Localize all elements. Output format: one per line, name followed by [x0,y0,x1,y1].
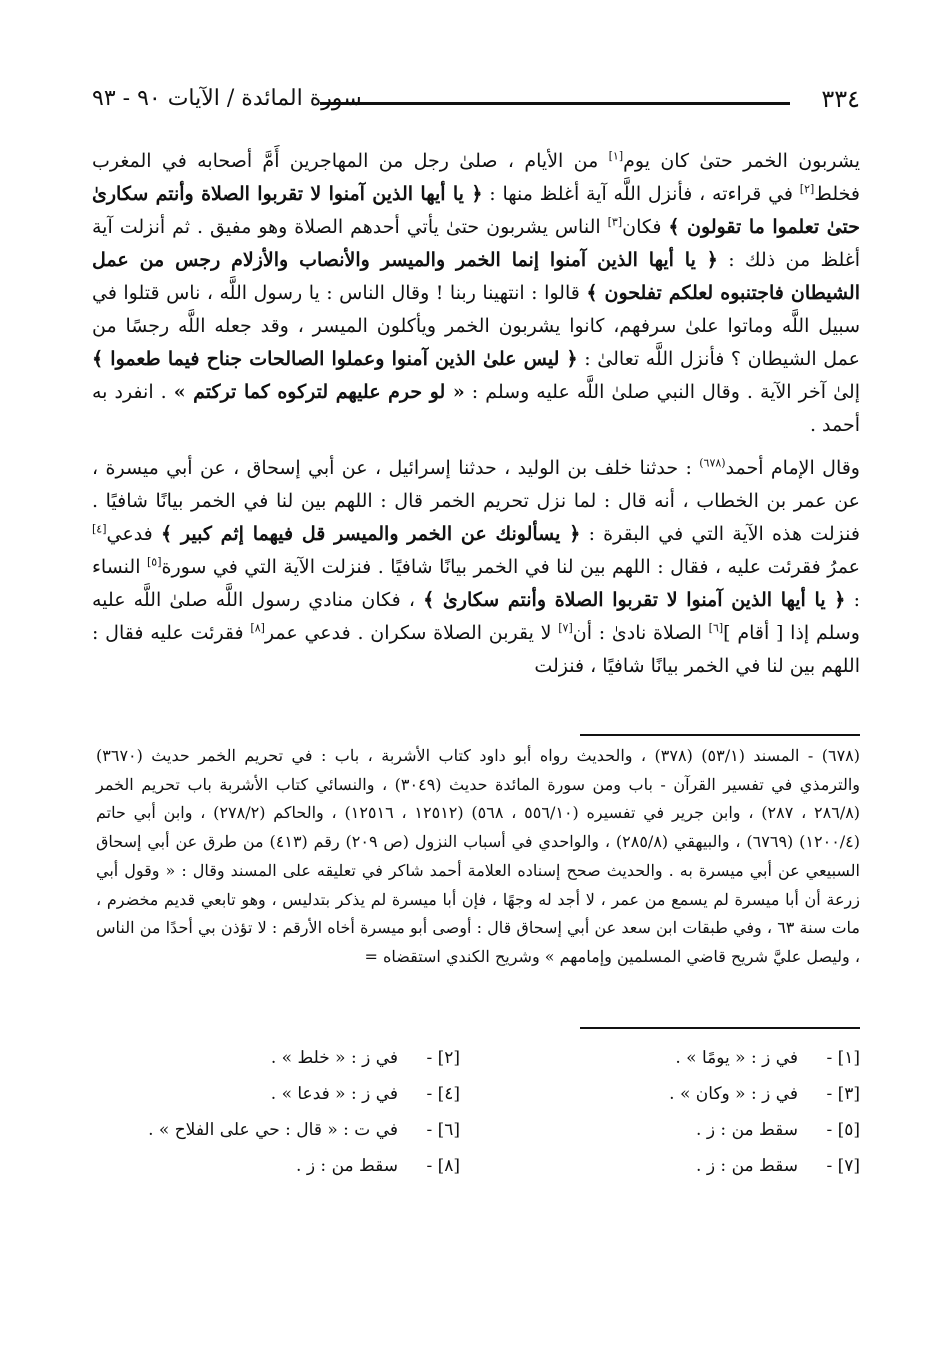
quran-verse: ﴿ يا أيها الذين آمنوا لا تقربوا الصلاة وأنتم سكارىٰ ﴾ [423,589,846,611]
textual-variants [96,1040,860,1184]
variant-text: في ت : « قال : حي على الفلاح » . [148,1120,398,1140]
variant-row [96,1112,860,1148]
variant-number: [١] - [826,1048,860,1068]
text-run: وقال الإمام أحمد [725,457,860,479]
variant-text: سقط من : ز . [296,1156,398,1176]
text-run: عمرُ فقرئت عليه ، فقال : اللهم بين لنا في الخمر بيانًا شافيًا . فنزلت الآية التي في سورة [161,556,861,578]
quran-verse: ﴿ يسألونك عن الخمر والميسر قل فيهما إثم كبير ﴾ [160,523,581,545]
variant-note [80,1148,460,1184]
variant-number: [٣] - [826,1084,860,1104]
text-run: لا يقربن الصلاة سكران . فدعي عمر [264,622,559,644]
text-run: إلىٰ آخر الآية . وقال النبي صلىٰ اللَّه عليه وسلم : [464,381,861,403]
main-text [92,145,860,683]
text-run: فقرئت عليه فقال : اللهم بين لنا في الخمر بيانًا شافيًا ، فنزلت [92,622,860,677]
variant-row [96,1076,860,1112]
text-run: : حدثنا خلف بن الوليد ، حدثنا إسرائيل ، عن أبي إسحاق ، عن أبي ميسرة ، عن عمر بن الخطاب ، أنه قال : لما نزل تحريم الخمر قال : اللهم بين لنا في الخمر بيانًا شافيًا . فنزلت هذه الآية التي في البقرة : [92,457,860,545]
variant-row [96,1040,860,1076]
variant-note [80,1040,460,1076]
variant-note [480,1076,860,1112]
variant-text: في ز : « يومًا » . [675,1048,798,1068]
text-run: النساء : [92,556,860,611]
text-run: من الأيام ، صلىٰ رجل من المهاجرين أَمَّ أصحابه في المغرب فخلط [92,150,860,205]
quran-verse: ﴿ ليس علىٰ الذين آمنوا وعملوا الصالحات جناح فيما طعموا ﴾ [92,348,578,370]
variant-number: [٢] - [426,1048,460,1068]
variant-note [80,1076,460,1112]
variant-number: [٧] - [826,1156,860,1176]
text-run: يشربون الخمر حتىٰ كان يوم [623,150,860,172]
variant-text: في ز : « وكان » . [669,1084,798,1104]
text-run: في قراءته ، فأنزل اللَّه آية أغلظ منها : [482,183,800,205]
quran-verse: ﴿ يا أيها الذين آمنوا لا تقربوا الصلاة وأنتم سكارىٰ حتىٰ تعلموا ما تقولون ﴾ [92,183,861,238]
variant-number: [٤] - [426,1084,460,1104]
variant-text: في ز : « خلط » . [270,1048,398,1068]
variant-text: سقط من : ز . [696,1156,798,1176]
variant-note [480,1112,860,1148]
commentary-footnote [96,742,860,972]
text-run: فدعي [106,523,161,545]
footnote-marker[interactable]: [٨] [250,621,265,635]
running-title: سورة المائدة / الآيات ٩٠ - ٩٣ [92,86,362,111]
footnote-678: (٦٧٨) - المسند (٥٣/١) (٣٧٨) ، والحديث رواه أبو داود كتاب الأشربة ، باب : في تحريم الخمر حديث (٣٦٧٠) والترمذي في تفسير القرآن - باب ومن سورة المائدة حديث (٣٠٤٩) ، والنسائي كتاب الأشربة باب تحريم الخمر (٢٨٦/٨ ، ٢٨٧) ، وابن جرير في تفسيره (٥٥٦/١٠ ، ٥٦٨) (١٢٥١٢ ، ١٢٥١٦) ، والحاكم (٢٧٨/٢) ، وابن أبي حاتم (١٢٠٠/٤) (٦٧٦٩) ، والبيهقي (٢٨٥/٨) ، والواحدي في أسباب النزول (ص ٢٠٩) رقم (٤١٣) من طرق عن أبي إسحاق السبيعي عن أبي ميسرة به . والحديث صحح إسناده العلامة أحمد شاكر في تعليقه على المسند وقال : « وقول أبي زرعة أن أبا ميسرة لم يسمع من عمر ، لا أجد له وجهًا ، فإن أبا ميسرة لم يذكر بتدليس ، وهو تابعي قديم مخضرم ، مات سنة ٦٣ ، وفي طبقات ابن سعد عن أبي إسحاق قال : أوصى أبو ميسرة أخاه الأرقم : لا تؤذن بي أحدًا من الناس ، وليصل عليَّ شريح قاضي المسلمين وإمامهم » وشريح الكندي استقضاه = [96,746,861,966]
variant-text: في ز : « فدعا » . [270,1084,398,1104]
footnote-marker[interactable]: [٦] [708,621,724,635]
paragraph-1 [92,145,860,442]
variant-row [96,1148,860,1184]
footnote-marker[interactable]: [٥] [146,555,162,569]
variant-number: [٦] - [426,1120,460,1140]
footnote-marker[interactable]: [٤] [92,522,107,536]
variant-note [480,1148,860,1184]
text-run: قالوا : انتهينا ربنا ! وقال الناس : يا رسول اللَّه ، ناس قتلوا في سبيل اللَّه وماتوا علىٰ سرفهم، كانوا يشربون الخمر ويأكلون الميسر ، وقد جعله اللَّه رجسًا من عمل الشيطان ؟ فأنزل اللَّه تعالىٰ : [92,282,860,370]
footnote-marker[interactable]: [٢] [799,182,815,196]
variant-number: [٨] - [426,1156,460,1176]
variant-number: [٥] - [826,1120,860,1140]
text-run: ، فكان منادي رسول اللَّه صلىٰ اللَّه عليه وسلم إذا [ أقام ] [92,589,860,644]
variant-text: سقط من : ز . [696,1120,798,1140]
footnote-marker[interactable]: (٦٧٨) [699,456,726,470]
text-run: فكان [622,216,669,238]
footnote-marker[interactable]: [٧] [558,621,573,635]
footnote-marker[interactable]: [١] [608,149,624,163]
header-rule [320,102,790,105]
text-run: الناس يشربون حتىٰ يأتي أحدهم الصلاة وهو مفيق . ثم أنزلت آية أغلظ من ذلك : [92,216,860,271]
footnote-marker[interactable]: [٣] [607,215,623,229]
variant-note [480,1040,860,1076]
footnote-separator [580,734,860,736]
page-number: ٣٣٤ [821,85,860,113]
text-run: . انفرد به أحمد . [92,381,860,436]
quran-verse: « لو حرم عليهم لتركوه كما تركتم » [173,381,465,403]
paragraph-2 [92,452,860,683]
page-header [92,84,860,118]
variants-separator [580,1027,860,1029]
variant-note [80,1112,460,1148]
text-run: الصلاة نادىٰ : أن [572,622,709,644]
quran-verse: ﴿ يا أيها الذين آمنوا إنما الخمر والميسر والأنصاب والأزلام رجس من عمل الشيطان فاجتنبوه لعلكم تفلحون ﴾ [92,249,860,304]
